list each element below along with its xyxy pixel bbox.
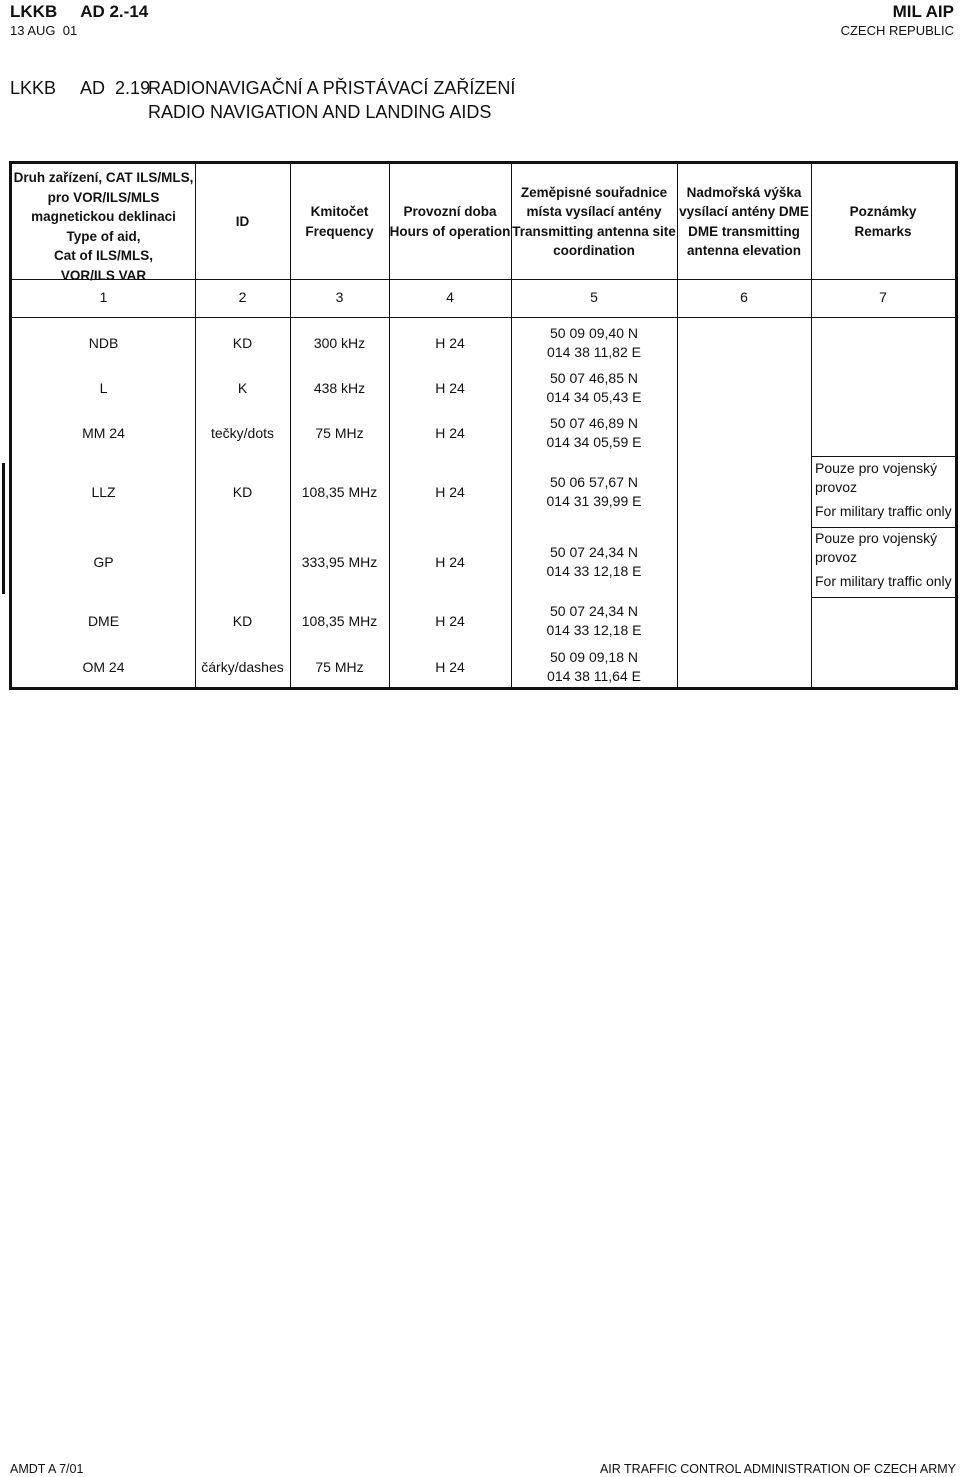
cell-coordinates bbox=[511, 543, 677, 581]
header-line: vysílací antény DME bbox=[679, 204, 809, 219]
cell-hours: H 24 bbox=[435, 483, 465, 500]
row-divider bbox=[12, 317, 955, 318]
cell-hours: H 24 bbox=[435, 379, 465, 396]
header-line: Nadmořská výška bbox=[686, 184, 802, 200]
header-cell-hours bbox=[389, 202, 511, 241]
header-line: Cat of ILS/MLS, bbox=[54, 248, 153, 263]
header-line: VOR/ILS VAR bbox=[60, 267, 147, 283]
cell-coordinates bbox=[511, 324, 677, 362]
cell-freq: 438 kHz bbox=[313, 379, 366, 396]
coordinate-line: 50 09 09,18 N bbox=[550, 649, 638, 665]
cell-hours: H 24 bbox=[435, 612, 465, 629]
cell-type: NDB bbox=[88, 334, 119, 351]
cell-coordinates bbox=[511, 369, 677, 407]
cell-type: L bbox=[99, 379, 108, 396]
coordinate-line: 50 07 46,89 N bbox=[550, 415, 638, 431]
header-line: Druh zařízení, CAT ILS/MLS, bbox=[13, 170, 194, 185]
remarks-line: provoz bbox=[815, 549, 858, 565]
cell-freq: 108,35 MHz bbox=[301, 612, 378, 629]
coordinate-line: 014 31 39,99 E bbox=[546, 493, 642, 509]
header-line: místa vysílací antény bbox=[526, 204, 662, 219]
header-line: Remarks bbox=[854, 223, 912, 239]
cell-id: tečky/dots bbox=[210, 424, 275, 441]
cell-id: KD bbox=[232, 334, 253, 351]
amendment-change-bar bbox=[2, 463, 5, 594]
header-line: ID bbox=[235, 213, 250, 229]
cell-hours: H 24 bbox=[435, 424, 465, 441]
header-line: magnetickou deklinaci bbox=[31, 209, 176, 224]
cell-hours: H 24 bbox=[435, 658, 465, 675]
cell-id: KD bbox=[232, 483, 253, 500]
header-line: DME transmitting bbox=[688, 223, 800, 239]
header-cell-id bbox=[195, 212, 290, 232]
coordinate-line: 014 33 12,18 E bbox=[546, 622, 642, 638]
column-number: 2 bbox=[238, 289, 247, 305]
coordinate-line: 014 33 12,18 E bbox=[546, 563, 642, 579]
header-line: Provozní doba bbox=[403, 204, 497, 219]
cell-coordinates bbox=[511, 648, 677, 686]
header-line: Hours of operation bbox=[389, 223, 511, 239]
cell-type: GP bbox=[93, 553, 114, 570]
cell-freq: 300 kHz bbox=[313, 334, 366, 351]
remarks-divider bbox=[811, 597, 955, 598]
cell-hours: H 24 bbox=[435, 553, 465, 570]
remarks-line: Pouze pro vojenský bbox=[815, 530, 938, 546]
publication-title: MIL AIP bbox=[892, 2, 954, 21]
column-number: 7 bbox=[879, 289, 887, 305]
header-line: Zeměpisné souřadnice bbox=[520, 184, 668, 200]
section-title-cz: RADIONAVIGAČNÍ A PŘISTÁVACÍ ZAŘÍZENÍ bbox=[148, 78, 516, 98]
amendment-number: AMDT A 7/01 bbox=[10, 1462, 84, 1476]
coordinate-line: 50 07 24,34 N bbox=[550, 603, 638, 619]
cell-freq: 108,35 MHz bbox=[301, 483, 378, 500]
header-line: Transmitting antenna site bbox=[512, 223, 676, 239]
cell-type: DME bbox=[87, 612, 120, 629]
header-cell-elev bbox=[677, 183, 811, 261]
remarks-line: provoz bbox=[815, 479, 858, 495]
issuing-authority: AIR TRAFFIC CONTROL ADMINISTRATION OF CZECH ARMY bbox=[599, 1462, 956, 1476]
country-name: CZECH REPUBLIC bbox=[840, 23, 954, 38]
header-line: coordination bbox=[553, 243, 635, 258]
coordinate-line: 014 38 11,64 E bbox=[547, 668, 641, 684]
cell-freq: 75 MHz bbox=[315, 658, 364, 675]
remarks-line: For military traffic only bbox=[815, 503, 952, 519]
remarks-divider bbox=[811, 456, 955, 457]
cell-id: K bbox=[237, 379, 248, 396]
header-cell-type bbox=[12, 168, 195, 285]
coordinate-line: 014 38 11,82 E bbox=[547, 344, 641, 360]
column-number: 6 bbox=[740, 289, 748, 305]
column-number: 5 bbox=[590, 289, 598, 305]
header-cell-coord bbox=[511, 183, 677, 261]
remarks-line: Pouze pro vojenský bbox=[815, 460, 938, 476]
cell-coordinates bbox=[511, 414, 677, 452]
header-line: pro VOR/ILS/MLS bbox=[47, 189, 160, 205]
page-reference: LKKB AD 2.-14 bbox=[10, 2, 149, 21]
column-number: 4 bbox=[446, 289, 454, 305]
cell-type: MM 24 bbox=[82, 424, 125, 441]
column-divider bbox=[811, 164, 812, 687]
cell-remarks bbox=[815, 459, 953, 521]
remarks-line: For military traffic only bbox=[815, 573, 952, 589]
cell-id: KD bbox=[232, 612, 253, 629]
cell-type: LLZ bbox=[91, 483, 116, 500]
coordinate-line: 50 07 46,85 N bbox=[550, 370, 638, 386]
header-line: Type of aid, bbox=[66, 228, 141, 244]
coordinate-line: 014 34 05,59 E bbox=[546, 434, 642, 450]
cell-coordinates bbox=[511, 473, 677, 511]
cell-type: OM 24 bbox=[82, 658, 125, 675]
header-line: Frequency bbox=[305, 223, 374, 239]
cell-freq: 333,95 MHz bbox=[301, 553, 378, 570]
cell-remarks bbox=[815, 529, 953, 591]
header-cell-freq bbox=[290, 202, 389, 241]
cell-id: čárky/dashes bbox=[201, 658, 284, 675]
radio-navigation-aids-table bbox=[9, 161, 958, 690]
column-number: 1 bbox=[99, 289, 108, 305]
column-number: 3 bbox=[335, 289, 344, 305]
header-line: antenna elevation bbox=[686, 243, 802, 258]
header-line: Poznámky bbox=[849, 204, 917, 219]
section-title-en: RADIO NAVIGATION AND LANDING AIDS bbox=[148, 102, 492, 122]
section-code: LKKB AD 2.19 bbox=[10, 78, 151, 98]
coordinate-line: 50 06 57,67 N bbox=[550, 474, 638, 490]
coordinate-line: 014 34 05,43 E bbox=[546, 389, 642, 405]
cell-freq: 75 MHz bbox=[315, 424, 364, 441]
header-cell-remarks bbox=[811, 202, 955, 241]
coordinate-line: 50 09 09,40 N bbox=[550, 325, 638, 341]
effective-date: 13 AUG 01 bbox=[10, 23, 78, 38]
cell-coordinates bbox=[511, 602, 677, 640]
header-line: Kmitočet bbox=[310, 204, 369, 219]
remarks-divider bbox=[811, 527, 955, 528]
cell-hours: H 24 bbox=[435, 334, 465, 351]
coordinate-line: 50 07 24,34 N bbox=[550, 544, 638, 560]
